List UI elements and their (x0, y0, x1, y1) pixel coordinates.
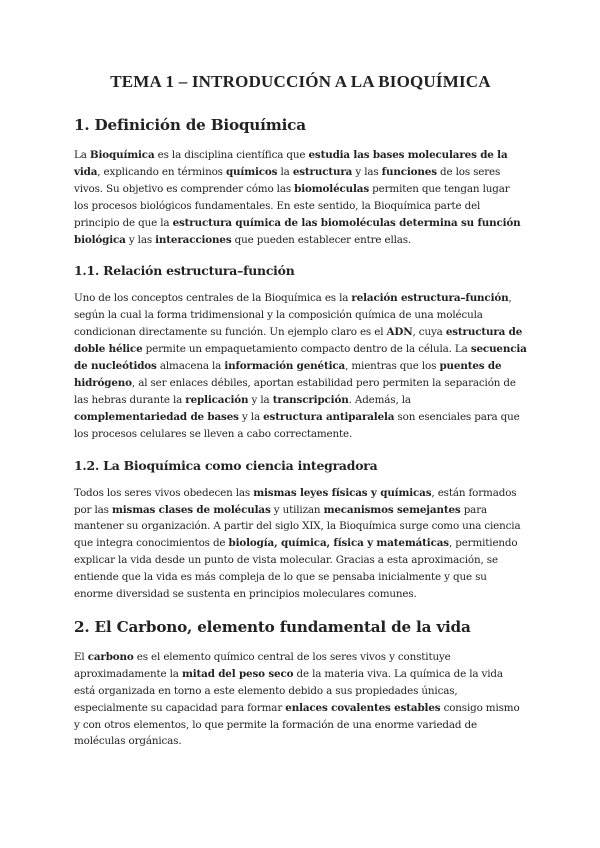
text-run: y utilizan (270, 503, 324, 516)
text-run: y las (352, 165, 382, 178)
text-run: , cuya (412, 326, 446, 339)
bold-term: complementariedad de bases (74, 410, 239, 423)
text-run: y las (125, 233, 156, 246)
bold-term: puentes de hidrógeno (74, 360, 502, 389)
bold-term: mitad del peso seco (181, 667, 294, 680)
bold-term: replicación (185, 393, 249, 406)
text-run: Todos los seres vivos obedecen las (74, 486, 254, 499)
bold-term: interacciones (155, 233, 232, 246)
bold-term: estudia las bases moleculares de la vida (74, 149, 508, 178)
bold-term: Bioquímica (89, 149, 155, 161)
bold-term: estructura química de las biomoléculas determina su función biológica (74, 216, 521, 246)
text-run: consigo mismo y con otros elementos, lo que permite la formación de una enorme variedad de moléculas orgánicas. (74, 701, 520, 748)
section-paragraph-ciencia-integradora (74, 485, 527, 603)
bold-term: relación estructura–función (351, 292, 509, 305)
text-run: son esenciales para que los procesos celulares se lleven a cabo correctamente. (74, 410, 520, 440)
bold-term: mecanismos semejantes (323, 503, 461, 516)
text-run: almacena la (156, 360, 225, 373)
text-run: , al ser enlaces débiles, aportan estabilidad pero permiten la separación de las hebras durante la (74, 376, 516, 406)
bold-term: mismas leyes físicas y químicas (253, 486, 432, 499)
text-run: , mientras que los (345, 360, 440, 373)
bold-term: biología, química, física y matemáticas (228, 537, 449, 550)
section-heading-carbono: 2. El Carbono, elemento fundamental de la vida (74, 617, 471, 636)
bold-term: carbono (87, 650, 134, 663)
bold-term: enlaces covalentes estables (285, 701, 441, 714)
text-run: La (74, 149, 90, 161)
text-run: es la disciplina científica que (154, 149, 309, 161)
text-run: de los seres vivos. Su objetivo es comprender cómo las (74, 165, 501, 195)
text-run: permite un empaquetamiento compacto dentro de la célula. La (142, 343, 471, 356)
text-run: y la (248, 393, 273, 406)
bold-term: químicos (225, 165, 278, 178)
text-run: de la materia viva. La química de la vida está organizada en torno a este elemento debido a sus propiedades únicas, especialmente su capacidad para formar (74, 667, 503, 714)
text-run: la (277, 165, 293, 178)
text-run: permiten que tengan lugar los procesos biológicos fundamentales. En este sentido, la Bioquímica parte del principio de que la (74, 182, 510, 229)
bold-term: ADN (386, 326, 413, 339)
section-paragraph-estructura-funcion (74, 290, 527, 442)
text-run: y la (238, 410, 264, 423)
text-run: , según la cual la forma tridimensional y la composición química de una molécula condicionan directamente su función. Un ejemplo claro es el (74, 292, 512, 339)
section-heading-ciencia-integradora: 1.2. La Bioquímica como ciencia integradora (74, 457, 378, 473)
text-run: que pueden establecer entre ellas. (231, 233, 412, 246)
text-run: es el elemento químico central de los seres vivos y constituye aproximadamente la (74, 650, 451, 680)
section-paragraph-definicion (74, 147, 527, 248)
section-heading-estructura-funcion: 1.1. Relación estructura–función (74, 263, 295, 279)
document-title: TEMA 1 – INTRODUCCIÓN A LA BIOQUÍMICA (110, 72, 491, 91)
bold-term: biomoléculas (294, 182, 370, 195)
text-run: , están formados por las (74, 486, 517, 516)
bold-term: transcripción (272, 393, 349, 406)
bold-term: estructura antiparalela (263, 410, 395, 423)
section-paragraph-carbono (74, 649, 527, 750)
bold-term: estructura de doble hélice (74, 326, 523, 356)
bold-term: secuencia de nucleótidos (74, 343, 527, 373)
text-run: Uno de los conceptos centrales de la Bioquímica es la (74, 292, 352, 305)
text-run: , explicando en términos (97, 165, 226, 178)
text-run: para mantener su organización. A partir del siglo XIX, la Bioquímica surge como una ciencia que integra conocimientos de (74, 503, 521, 550)
text-run: . Además, la (348, 393, 411, 406)
text-run: El (74, 650, 88, 663)
section-heading-definicion: 1. Definición de Bioquímica (74, 116, 306, 134)
bold-term: funciones (381, 165, 437, 178)
bold-term: información genética (224, 360, 346, 373)
text-run: , permitiendo explicar la vida desde un punto de vista molecular. Gracias a esta aproximación, se entiende que la vida es más compleja de lo que se pensaba inicialmente y que su enorme diversidad se sustenta en principios moleculares comunes. (74, 537, 518, 601)
bold-term: mismas clases de moléculas (111, 503, 271, 516)
bold-term: estructura (292, 165, 353, 178)
